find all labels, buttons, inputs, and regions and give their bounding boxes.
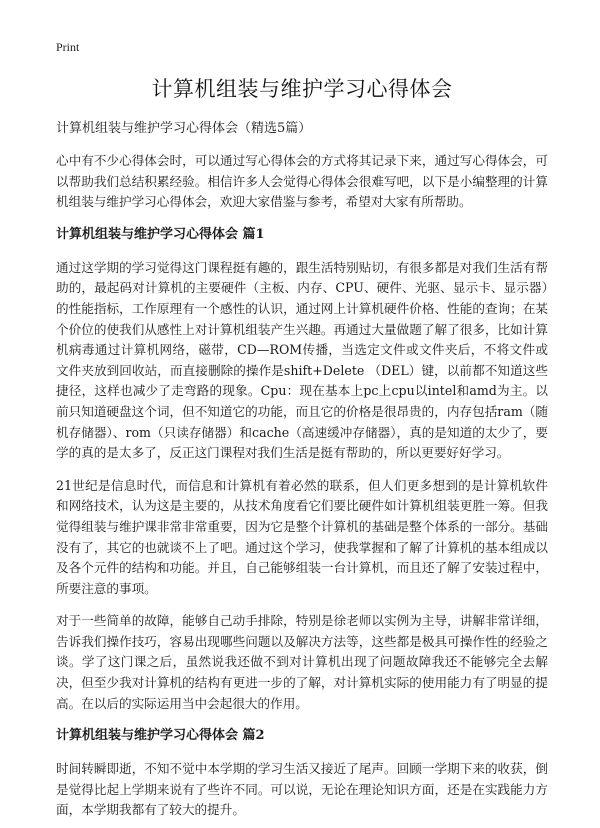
section-1-paragraph: 21世纪是信息时代，而信息和计算机有着必然的联系，但人们更多想到的是计算机软件和网络技术，认为这是主要的，从技术角度看它们要比硬件如计算机组装更胜一筹。但我觉得组装与维护课非常非常重要，因为它是整个计算机的基础是整个体系的一部分。基础没有了，其它的也就谈不上了吧。通过这个学习，使我掌握和了解了计算机的基本组成以及各个元件的结构和功能。并且，自己能够组装一台计算机，而且还了解了安装过程中，所要注意的事项。: [56, 477, 548, 596]
section-1-paragraph: 通过这学期的学习觉得这门课程挺有趣的，跟生活特别贴切，有很多都是对我们生活有帮助的，最起码对计算机的主要硬件（主板、内存、CPU、硬件、光驱、显示卡、显示器）的性能指标，工作原理有一个感性的认识，通过网上计算机硬件价格、性能的查询；在某个价位的使我们从感性上对计算机组装产生兴趣。再通过大量做题了解了很多，比如计算机病毒通过计算机网络，磁带，CD—ROM传播，当选定文件或文件夹后，不将文件或文件夹放到回收站，而直接删除的操作是shift+Delete （DEL）键，以前都不知道这些捷径，这样也减少了走弯路的现象。Cpu：现在基本上pc上cpu以intel和amd为主。以前只知道硬盘这个词，但不知道它的功能，而且它的价格是很昂贵的，内存包括ram（随机存储器）、rom（只读存储器）和cache（高速缓冲存储器），真的是知道的太少了，要学的真的是太多了，反正这门课程对我们生活是挺有帮助的，所以更要好好学习。: [56, 259, 548, 461]
section-heading-1: 计算机组装与维护学习心得体会 篇1: [56, 226, 265, 242]
section-1-paragraph: 对于一些简单的故障，能够自己动手排除，特别是徐老师以实例为主导，讲解非常详细，告诉我们操作技巧，容易出现哪些问题以及解决方法等，这些都是极具可操作性的经验之谈。学了这门课之后，虽然说我还做不到对计算机出现了问题故障我还不能够完全去解决，但至少我对计算机的结构有更进一步的了解，对计算机实际的使用能力有了明显的提高。在以后的实际运用当中会起很大的作用。: [56, 613, 548, 711]
page-title: 计算机组装与维护学习心得体会: [151, 77, 453, 101]
intro-paragraph: 心中有不少心得体会时，可以通过写心得体会的方式将其记录下来，通过写心得体会，可以帮助我们总结积累经验。相信许多人会觉得心得体会很难写吧，以下是小编整理的计算机组装与维护学习心得体会，欢迎大家借鉴与参考，希望对大家有所帮助。: [56, 153, 548, 210]
document-subtitle: 计算机组装与维护学习心得体会（精选5篇）: [56, 121, 312, 136]
section-heading-2: 计算机组装与维护学习心得体会 篇2: [56, 728, 265, 744]
print-link[interactable]: Print: [56, 40, 80, 54]
section-2-paragraph: 时间转瞬即逝，不知不觉中本学期的学习生活又接近了尾声。回顾一学期下来的收获，倒是觉得比起上学期来说有了些许不同。可以说，无论在理论知识方面，还是在实践能力方面，本学期我都有了较大的提升。: [56, 761, 548, 818]
